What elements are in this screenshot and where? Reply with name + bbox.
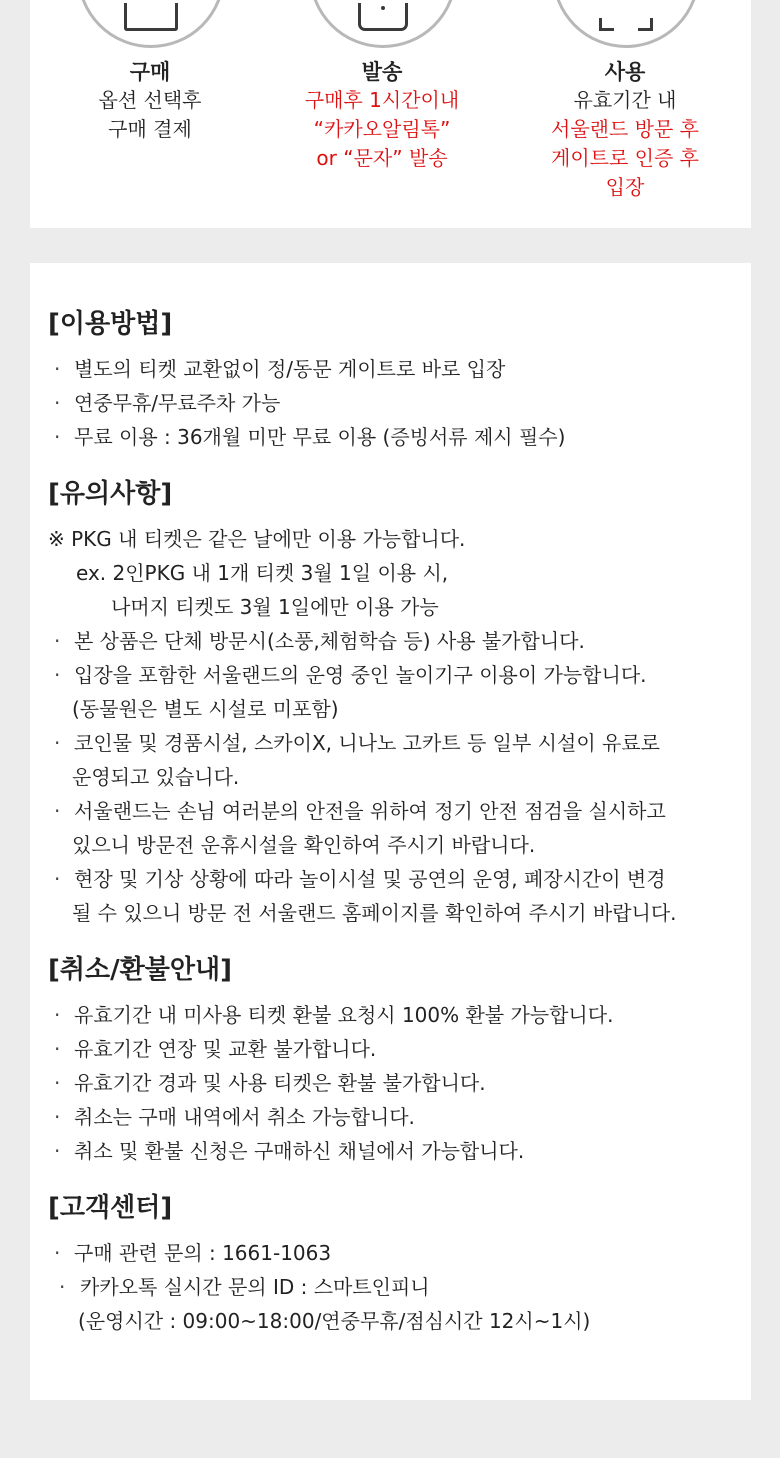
bullet-icon: · xyxy=(54,357,61,381)
bullet-icon: · xyxy=(59,1275,66,1299)
step-description xyxy=(262,86,502,173)
usage-item: 별도의 티켓 교환없이 정/동문 게이트로 바로 입장 xyxy=(74,357,506,381)
step-description xyxy=(505,86,745,202)
notice-item: 본 상품은 단체 방문시(소풍,체험학습 등) 사용 불가합니다. xyxy=(74,629,585,653)
notice-item: 현장 및 기상 상황에 따라 놀이시설 및 공연의 운영, 폐장시간이 변경 xyxy=(74,867,666,891)
customer-item: 구매 관련 문의 : 1661-1063 xyxy=(74,1241,332,1265)
step-line: 구매후 1시간이내 xyxy=(304,88,460,112)
customer-hours: (운영시간 : 09:00~18:00/연중무휴/점심시간 12시~1시) xyxy=(78,1309,591,1333)
bullet-icon: · xyxy=(54,1105,61,1129)
bullet-icon: · xyxy=(54,799,61,823)
bullet-icon: · xyxy=(54,1241,61,1265)
step-circle xyxy=(309,0,457,48)
purchase-steps-card xyxy=(30,0,751,228)
notice-item: 입장을 포함한 서울랜드의 운영 중인 놀이기구 이용이 가능합니다. xyxy=(74,663,647,687)
step-line: 유효기간 내 xyxy=(573,88,677,112)
bullet-icon: · xyxy=(54,425,61,449)
customer-section-title: [고객센터] xyxy=(48,1193,173,1223)
refund-item: 취소는 구매 내역에서 취소 가능합니다. xyxy=(74,1105,415,1129)
notice-item-continued: (동물원은 별도 시설로 미포함) xyxy=(72,697,339,721)
notice-note: 나머지 티켓도 3월 1일에만 이용 가능 xyxy=(111,595,439,619)
bullet-icon: · xyxy=(54,867,61,891)
refund-item: 유효기간 경과 및 사용 티켓은 환불 불가합니다. xyxy=(74,1071,486,1095)
refund-item: 취소 및 환불 신청은 구매하신 채널에서 가능합니다. xyxy=(74,1139,525,1163)
notice-note: ex. 2인PKG 내 1개 티켓 3월 1일 이용 시, xyxy=(76,561,449,585)
step-description xyxy=(30,86,270,144)
step-line: 게이트로 인증 후 xyxy=(551,146,699,170)
scan-gate-icon xyxy=(599,3,653,31)
notice-section-title: [유의사항] xyxy=(48,479,173,509)
customer-item: 카카오톡 실시간 문의 ID : 스마트인피니 xyxy=(80,1275,430,1299)
step-line: 입장 xyxy=(605,175,645,199)
step-line: 구매 결제 xyxy=(108,117,192,141)
notice-item-continued: 운영되고 있습니다. xyxy=(72,765,240,789)
cart-icon xyxy=(124,3,178,31)
step-title: 사용 xyxy=(604,60,646,84)
step-circle xyxy=(552,0,700,48)
refund-section-title: [취소/환불안내] xyxy=(48,955,232,985)
notice-item-continued: 있으니 방문전 운휴시설을 확인하여 주시기 바랍니다. xyxy=(72,833,536,857)
bullet-icon: · xyxy=(54,1139,61,1163)
bullet-icon: · xyxy=(54,1071,61,1095)
bullet-icon: · xyxy=(54,731,61,755)
notice-note: ※ PKG 내 티켓은 같은 날에만 이용 가능합니다. xyxy=(48,527,466,551)
bullet-icon: · xyxy=(54,1003,61,1027)
step-title: 구매 xyxy=(129,60,171,84)
step-line: 서울랜드 방문 후 xyxy=(551,117,699,141)
step-line: 옵션 선택후 xyxy=(98,88,202,112)
usage-item: 연중무휴/무료주차 가능 xyxy=(74,391,281,415)
usage-item: 무료 이용 : 36개월 미만 무료 이용 (증빙서류 제시 필수) xyxy=(74,425,566,449)
refund-item: 유효기간 연장 및 교환 불가합니다. xyxy=(74,1037,377,1061)
notice-item-continued: 될 수 있으니 방문 전 서울랜드 홈페이지를 확인하여 주시기 바랍니다. xyxy=(72,901,677,925)
refund-item: 유효기간 내 미사용 티켓 환불 요청시 100% 환불 가능합니다. xyxy=(74,1003,614,1027)
usage-section-title: [이용방법] xyxy=(48,309,173,339)
notice-item: 서울랜드는 손님 여러분의 안전을 위하여 정기 안전 점검을 실시하고 xyxy=(74,799,666,823)
bullet-icon: · xyxy=(54,663,61,687)
phone-message-icon xyxy=(358,3,408,31)
step-line: or “문자” 발송 xyxy=(316,146,448,170)
bullet-icon: · xyxy=(54,391,61,415)
step-circle xyxy=(77,0,225,48)
notice-item: 코인물 및 경품시설, 스카이X, 니나노 고카트 등 일부 시설이 유료로 xyxy=(74,731,660,755)
step-title: 발송 xyxy=(361,60,403,84)
bullet-icon: · xyxy=(54,1037,61,1061)
bullet-icon: · xyxy=(54,629,61,653)
step-line: “카카오알림톡” xyxy=(313,117,451,141)
ticket-info-card xyxy=(30,263,751,1400)
